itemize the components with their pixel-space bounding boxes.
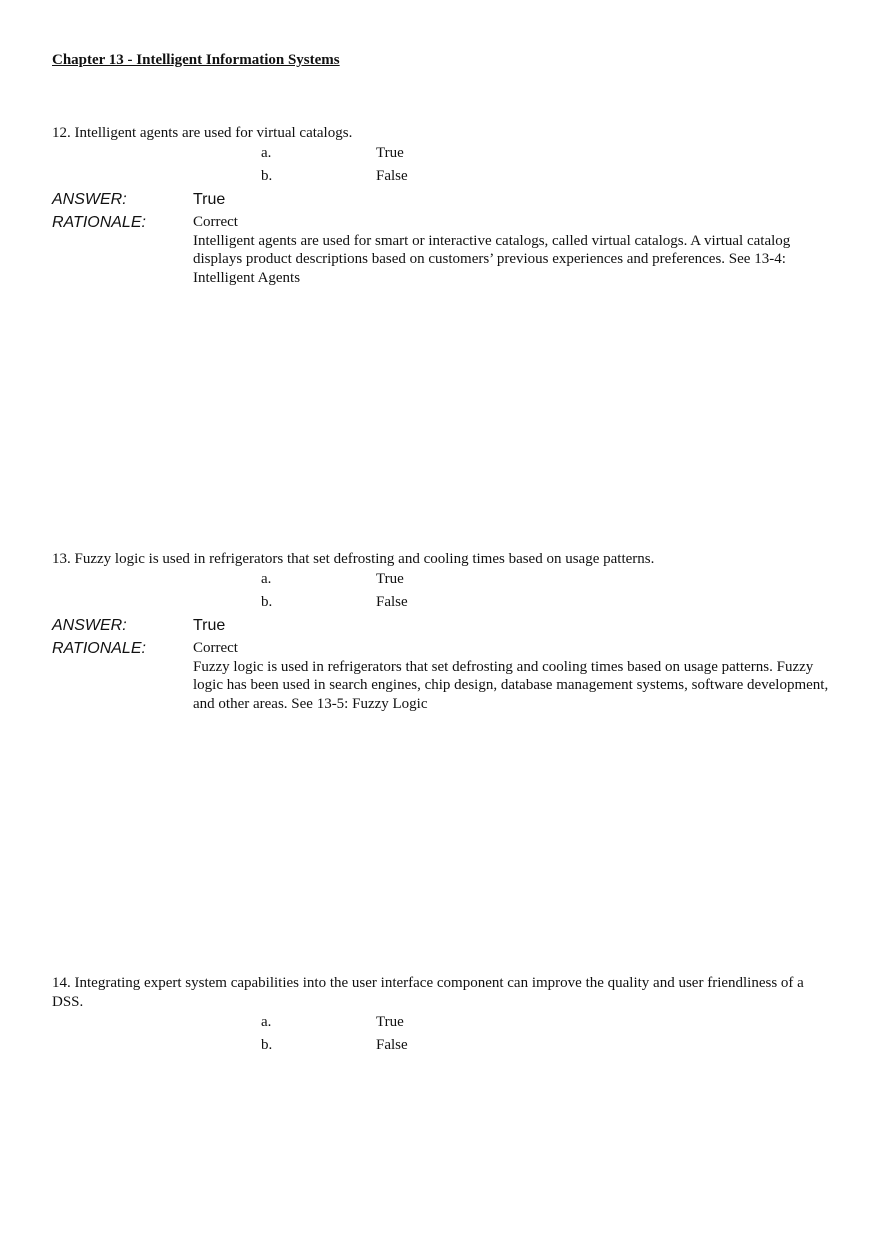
- rationale-status: Correct: [193, 214, 238, 230]
- choice-a: [52, 143, 832, 166]
- question-text: 13. Fuzzy logic is used in refrigerators that set defrosting and cooling times based on usage patterns.: [52, 551, 655, 567]
- answer-label: ANSWER:: [52, 191, 127, 208]
- choice-letter: b.: [261, 594, 273, 610]
- choice-b: [52, 592, 832, 615]
- rationale-row: [52, 639, 832, 713]
- choice-letter: b.: [261, 1037, 273, 1053]
- question-text: 12. Intelligent agents are used for virtual catalogs.: [52, 125, 353, 141]
- rationale-text: Intelligent agents are used for smart or interactive catalogs, called virtual catalogs. A virtual catalog displays product descriptions based on customers’ previous experiences and preferences. See 13-4: Intelligent Agents: [193, 232, 791, 286]
- rationale-label: RATIONALE:: [52, 640, 146, 657]
- choice-letter: a.: [261, 571, 272, 587]
- rationale-text: Fuzzy logic is used in refrigerators that set defrosting and cooling times based on usage patterns. Fuzzy logic has been used in search engines, chip design, database management systems, software development, and other areas. See 13-5: Fuzzy Logic: [193, 658, 829, 712]
- choice-a: [52, 1012, 832, 1035]
- question-13: [52, 550, 832, 713]
- question-12: [52, 124, 832, 287]
- answer-label: ANSWER:: [52, 617, 127, 634]
- answer-row: [52, 616, 832, 636]
- choice-letter: b.: [261, 168, 273, 184]
- choice-letter: a.: [261, 145, 272, 161]
- question-text: 14. Integrating expert system capabilities into the user interface component can improve the quality and user friendliness of a DSS.: [52, 975, 804, 1010]
- choice-b: [52, 1035, 832, 1058]
- rationale: [193, 639, 832, 713]
- choice-b: [52, 166, 832, 189]
- answer-value: True: [193, 191, 226, 208]
- choice-value: True: [376, 571, 404, 587]
- chapter-title: Chapter 13 - Intelligent Information Systems: [52, 52, 340, 68]
- choice-a: [52, 569, 832, 592]
- choice-value: False: [376, 594, 408, 610]
- choice-letter: a.: [261, 1014, 272, 1030]
- rationale-label: RATIONALE:: [52, 214, 146, 231]
- choice-value: True: [376, 145, 404, 161]
- choice-value: False: [376, 1037, 408, 1053]
- answer-value: True: [193, 617, 226, 634]
- rationale-row: [52, 213, 832, 287]
- rationale: [193, 213, 832, 287]
- choice-value: False: [376, 168, 408, 184]
- choice-value: True: [376, 1014, 404, 1030]
- question-14: [52, 974, 832, 1058]
- answer-row: [52, 190, 832, 210]
- rationale-status: Correct: [193, 640, 238, 656]
